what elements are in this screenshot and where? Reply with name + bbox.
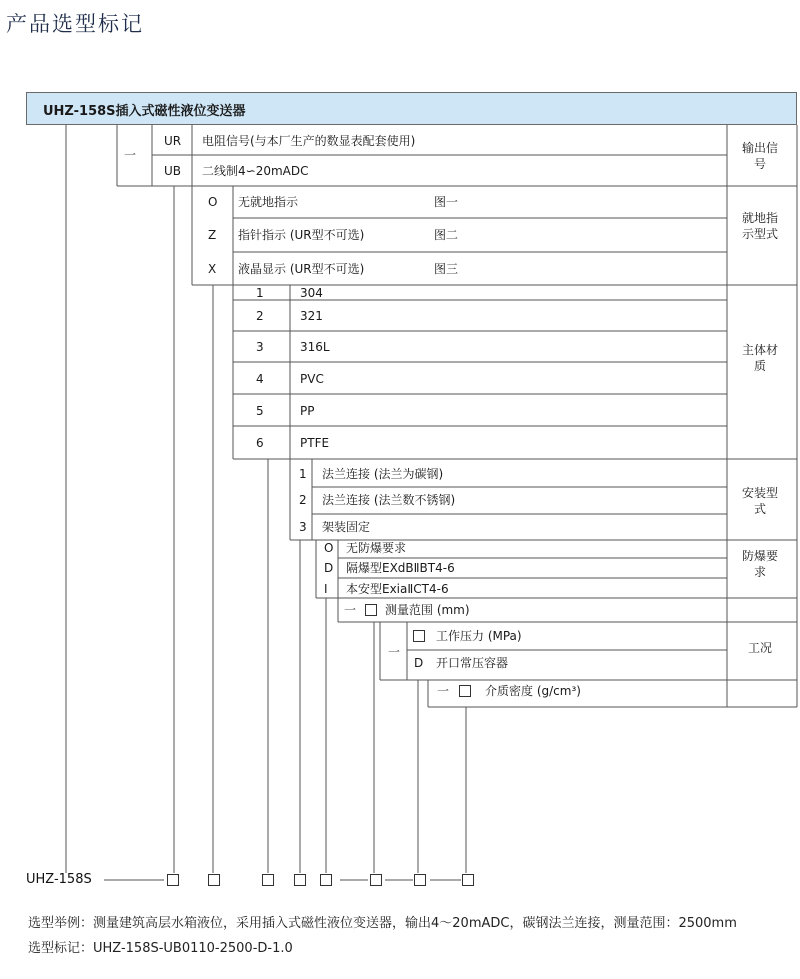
- code-slot-indication: [208, 874, 220, 886]
- mounting-desc-3: 架装固定: [322, 520, 371, 534]
- material-code-1: 1: [256, 286, 264, 300]
- density-desc: 介质密度 (g/cm³): [485, 684, 581, 698]
- indication-desc-x: 液晶显示 (UR型不可选): [238, 262, 365, 276]
- model-prefix: UHZ-158S: [26, 872, 92, 887]
- explosion-desc-d: 隔爆型EXdBⅡBT4-6: [346, 561, 455, 575]
- material-code-5: 5: [256, 404, 264, 418]
- example-description: 选型举例：测量建筑高层水箱液位，采用插入式磁性液位变送器，输出4～20mADC，碳钢法兰连接，测量范围：2500mm: [28, 916, 737, 931]
- indication-code-z: Z: [208, 228, 217, 242]
- working-pressure-desc: 工作压力 (MPa): [436, 629, 522, 643]
- indication-fig-3: 图三: [434, 262, 459, 276]
- material-code-6: 6: [256, 436, 264, 450]
- working-pressure-checkbox: [413, 630, 425, 642]
- working-code-d: D: [414, 656, 424, 670]
- material-code-4: 4: [256, 372, 264, 386]
- explosion-label: 防爆要求: [742, 549, 779, 579]
- material-desc-5: PP: [300, 404, 315, 418]
- indication-code-x: X: [208, 262, 217, 276]
- code-slot-range: [370, 874, 382, 886]
- working-label: 工况: [747, 641, 772, 655]
- density-checkbox: [459, 685, 471, 697]
- page-heading: 产品选型标记: [6, 12, 144, 36]
- material-desc-1: 304: [300, 286, 323, 300]
- indication-code-o: O: [208, 195, 218, 209]
- range-checkbox: [365, 604, 377, 616]
- mounting-label: 安装型式: [742, 486, 779, 516]
- mounting-desc-2: 法兰连接 (法兰数不锈钢): [322, 493, 456, 507]
- explosion-desc-i: 本安型ExiaⅡCT4-6: [346, 582, 449, 596]
- range-desc: 测量范围 (mm): [385, 603, 470, 617]
- mounting-desc-1: 法兰连接 (法兰为碳钢): [322, 467, 444, 481]
- code-slot-explosion: [320, 874, 332, 886]
- code-slot-output: [167, 874, 179, 886]
- material-code-2: 2: [256, 309, 264, 323]
- explosion-desc-o: 无防爆要求: [346, 541, 407, 555]
- explosion-code-o: O: [324, 541, 334, 555]
- output-desc-ub: 二线制4∽20mADC: [202, 164, 309, 178]
- indication-fig-1: 图一: [434, 195, 459, 209]
- material-desc-2: 321: [300, 309, 323, 323]
- output-desc-ur: 电阻信号(与本厂生产的数显表配套使用): [202, 134, 416, 148]
- code-slot-working: [414, 874, 426, 886]
- code-slot-mounting: [294, 874, 306, 886]
- code-slot-density: [462, 874, 474, 886]
- explosion-code-d: D: [324, 561, 334, 575]
- output-signal-label: 输出信号: [742, 141, 779, 171]
- material-label: 主体材质: [742, 343, 779, 373]
- indication-desc-z: 指针指示 (UR型不可选): [238, 228, 365, 242]
- mounting-code-2: 2: [299, 493, 307, 507]
- material-desc-3: 316L: [300, 340, 330, 354]
- working-desc-d: 开口常压容器: [436, 656, 509, 670]
- material-desc-4: PVC: [300, 372, 324, 386]
- indication-label: 就地指示型式: [742, 211, 779, 241]
- indication-desc-o: 无就地指示: [238, 195, 299, 209]
- output-dash: 一: [124, 148, 137, 162]
- density-dash: 一: [437, 684, 450, 698]
- working-dash: 一: [388, 645, 401, 659]
- range-dash: 一: [344, 603, 357, 617]
- output-code-ub: UB: [164, 164, 182, 178]
- mounting-code-3: 3: [299, 520, 307, 534]
- code-slot-material: [262, 874, 274, 886]
- product-title: UHZ-158S插入式磁性液位变送器: [43, 104, 246, 119]
- explosion-code-i: I: [324, 582, 328, 596]
- mounting-code-1: 1: [299, 467, 307, 481]
- indication-fig-2: 图二: [434, 228, 459, 242]
- example-code: 选型标记：UHZ-158S-UB0110-2500-D-1.0: [28, 941, 293, 956]
- output-code-ur: UR: [164, 134, 182, 148]
- material-code-3: 3: [256, 340, 264, 354]
- material-desc-6: PTFE: [300, 436, 330, 450]
